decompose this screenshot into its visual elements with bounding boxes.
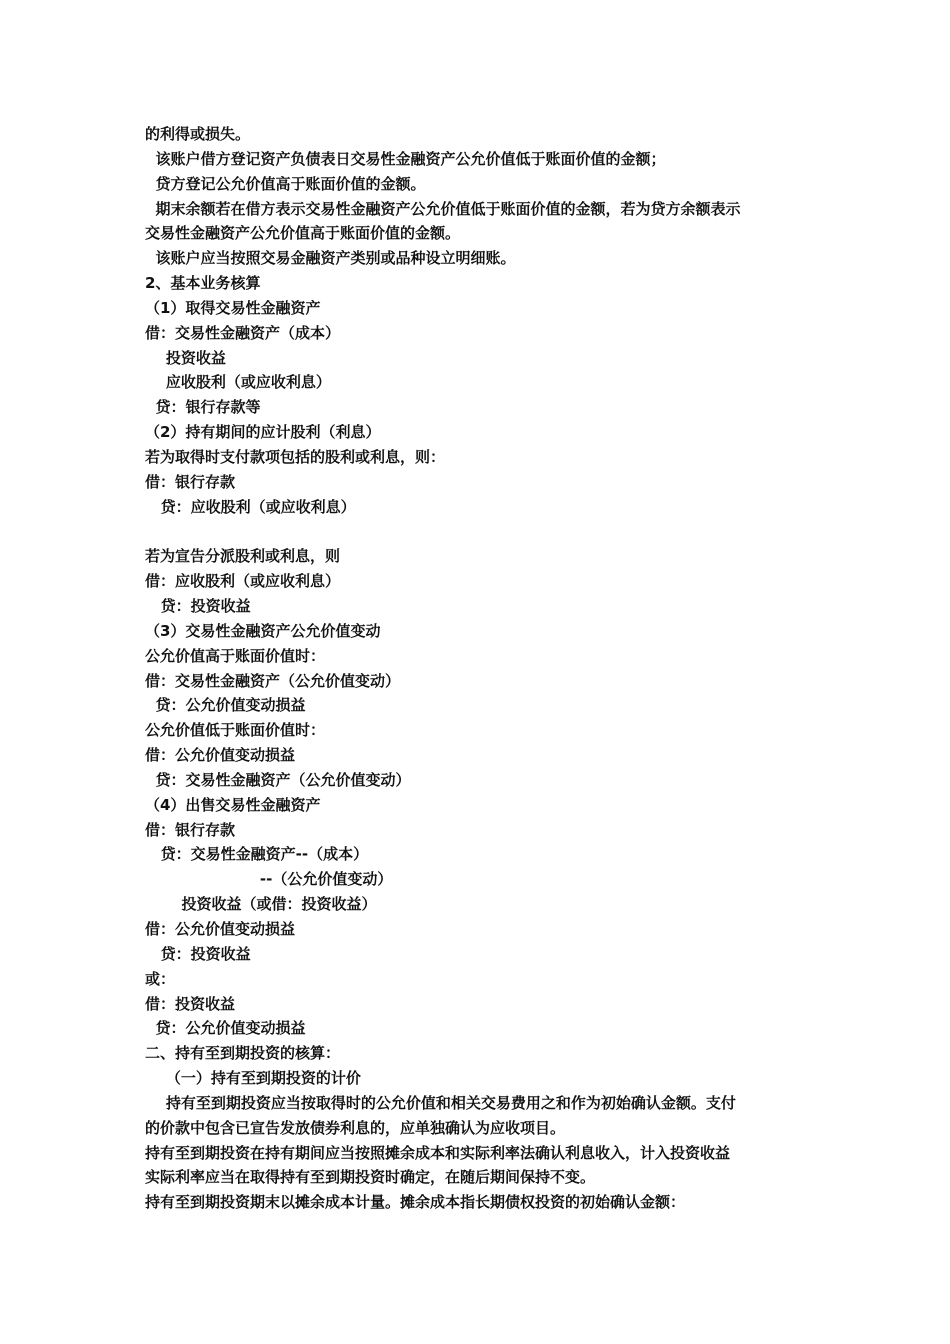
text-line: 若为取得时支付款项包括的股利或利息，则： xyxy=(145,447,446,466)
journal-debit-line: 借：公允价值变动损益 xyxy=(145,920,296,938)
text-line: 贷方登记公允价值高于账面价值的金额。 xyxy=(145,174,426,193)
blank-line xyxy=(145,520,825,545)
text-line: 公允价值低于账面价值时： xyxy=(145,721,326,740)
journal-debit-line: 借：交易性金融资产（公允价值变动） xyxy=(145,671,401,690)
journal-debit-line: 应收股利（或应收利息） xyxy=(145,373,331,392)
journal-credit-line: 贷：公允价值变动损益 xyxy=(145,696,306,715)
journal-credit-line: 贷：投资收益 xyxy=(145,944,251,963)
subsection-heading: （3）交易性金融资产公允价值变动 xyxy=(145,621,381,640)
journal-debit-line: 借：银行存款 xyxy=(145,820,236,839)
journal-credit-line: 贷：应收股利（或应收利息） xyxy=(145,497,356,516)
text-line: 持有至到期投资期末以摊余成本计量。摊余成本指长期债权投资的初始确认金额： xyxy=(145,1193,686,1212)
text-line: 的利得或损失。 xyxy=(145,125,251,143)
text-line: 或： xyxy=(145,969,176,988)
text-line: 实际利率应当在取得持有至到期投资时确定，在随后期间保持不变。 xyxy=(145,1168,596,1187)
text-line: 该账户借方登记资产负债表日交易性金融资产公允价值低于账面价值的金额； xyxy=(145,149,666,168)
journal-debit-line: 借：银行存款 xyxy=(145,472,236,491)
text-line: 持有至到期投资应当按取得时的公允价值和相关交易费用之和作为初始确认金额。支付 xyxy=(145,1093,736,1112)
journal-credit-line: 贷：投资收益 xyxy=(145,597,251,616)
subsection-heading: （2）持有期间的应计股利（利息） xyxy=(145,423,381,442)
journal-debit-line: 借：投资收益 xyxy=(145,994,236,1013)
text-line: 持有至到期投资在持有期间应当按照摊余成本和实际利率法确认利息收入，计入投资收益 xyxy=(145,1143,731,1162)
section-heading: 2、基本业务核算 xyxy=(145,274,261,293)
journal-credit-line: 贷：交易性金融资产（公允价值变动） xyxy=(145,770,411,789)
text-line: 交易性金融资产公允价值高于账面价值的金额。 xyxy=(145,224,461,243)
journal-debit-line: 借：交易性金融资产（成本） xyxy=(145,323,341,342)
text-line: 若为宣告分派股利或利息，则 xyxy=(145,547,341,566)
journal-credit-line: 贷：银行存款等 xyxy=(145,398,261,417)
journal-debit-line: 投资收益 xyxy=(145,348,226,367)
journal-credit-line: 贷：公允价值变动损益 xyxy=(145,1019,306,1038)
text-line: 的价款中包含已宣告发放债券利息的，应单独确认为应收项目。 xyxy=(145,1118,566,1137)
section-heading: 二、持有至到期投资的核算： xyxy=(145,1044,341,1063)
subsection-heading: （1）取得交易性金融资产 xyxy=(145,298,321,317)
subsection-heading: （一）持有至到期投资的计价 xyxy=(145,1069,361,1088)
journal-credit-line: 投资收益（或借：投资收益） xyxy=(145,895,377,914)
journal-credit-line: 贷：交易性金融资产--（成本） xyxy=(145,845,369,864)
subsection-heading: （4）出售交易性金融资产 xyxy=(145,795,321,814)
text-line: 该账户应当按照交易金融资产类别或品种设立明细账。 xyxy=(145,249,516,268)
text-line: 期末余额若在借方表示交易性金融资产公允价值低于账面价值的金额，若为贷方余额表示 xyxy=(145,199,741,218)
document-page xyxy=(145,122,825,1215)
journal-credit-line: --（公允价值变动） xyxy=(145,870,393,889)
text-line: 公允价值高于账面价值时： xyxy=(145,646,326,665)
journal-debit-line: 借：公允价值变动损益 xyxy=(145,746,296,765)
journal-debit-line: 借：应收股利（或应收利息） xyxy=(145,572,341,591)
